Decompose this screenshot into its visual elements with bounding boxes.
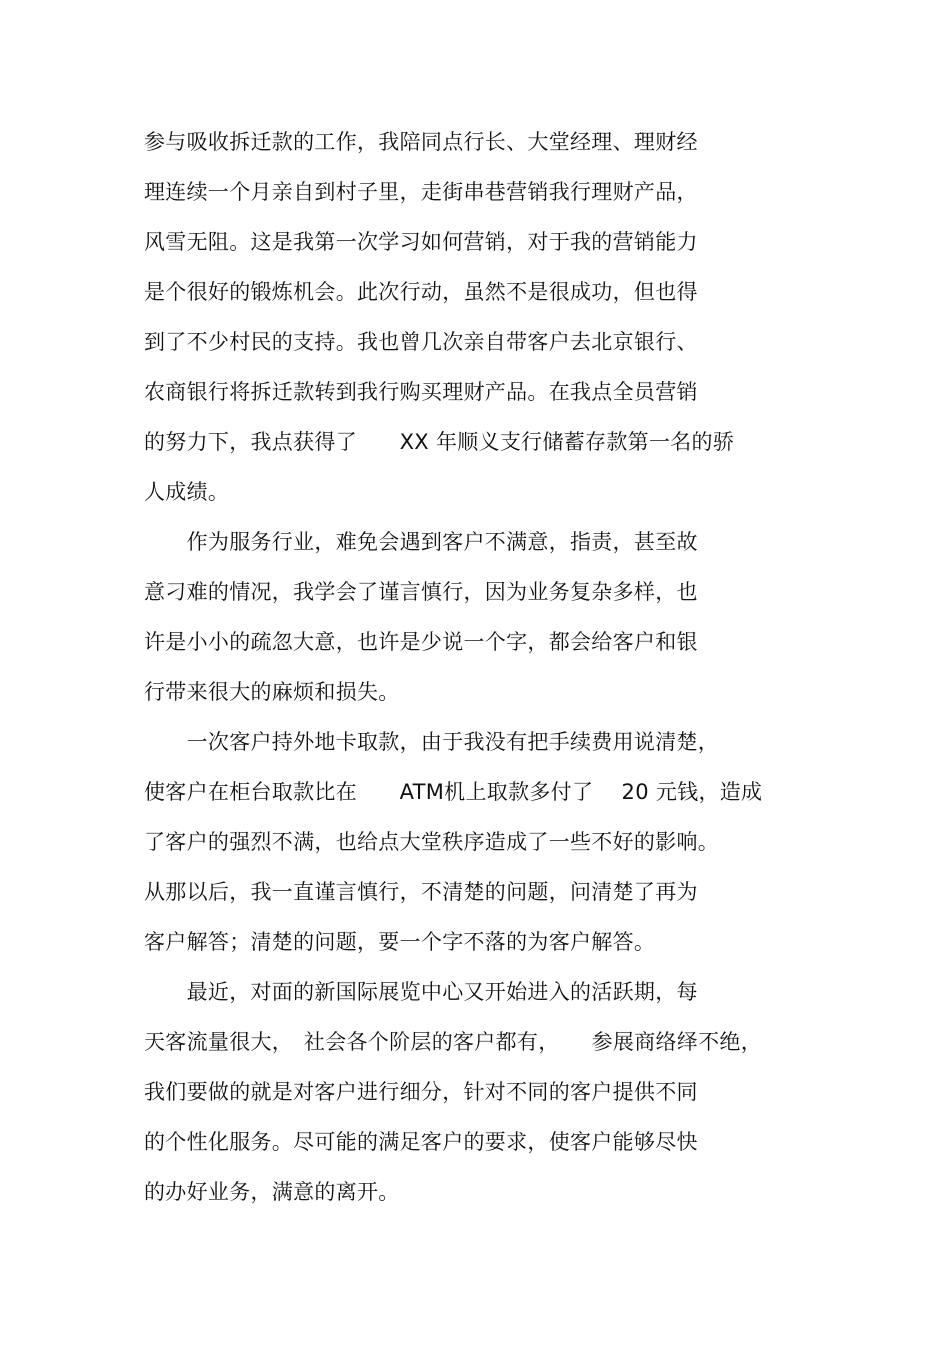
text-line: 意刁难的情况，我学会了谨言慎行，因为业务复杂多样，也 bbox=[144, 580, 698, 604]
text-line: 行带来很大的麻烦和损失。 bbox=[144, 680, 400, 704]
text-line: 的努力下，我点获得了 XX 年顺义支行储蓄存款第一名的骄 bbox=[144, 430, 735, 454]
text-line: 了客户的强烈不满，也给点大堂秩序造成了一些不好的影响。 bbox=[144, 830, 720, 854]
text-line: 参与吸收拆迁款的工作，我陪同点行长、大堂经理、理财经 bbox=[144, 130, 698, 154]
text-line: 的办好业务，满意的离开。 bbox=[144, 1180, 400, 1204]
text-line: 天客流量很大， 社会各个阶层的客户都有， 参展商络绎不绝， bbox=[144, 1030, 762, 1054]
text-line: 农商银行将拆迁款转到我行购买理财产品。在我点全员营销 bbox=[144, 380, 698, 404]
text-line: 作为服务行业，难免会遇到客户不满意，指责，甚至故 bbox=[144, 530, 698, 554]
text-line: 我们要做的就是对客户进行细分，针对不同的客户提供不同 bbox=[144, 1080, 698, 1104]
text-line: 许是小小的疏忽大意，也许是少说一个字，都会给客户和银 bbox=[144, 630, 698, 654]
text-line: 最近，对面的新国际展览中心又开始进入的活跃期，每 bbox=[144, 980, 698, 1004]
text-line: 理连续一个月亲自到村子里，走街串巷营销我行理财产品， bbox=[144, 180, 698, 204]
text-line: 使客户在柜台取款比在 ATM机上取款多付了 20 元钱，造成 bbox=[144, 780, 763, 804]
text-line: 人成绩。 bbox=[144, 480, 230, 504]
text-line: 的个性化服务。尽可能的满足客户的要求，使客户能够尽快 bbox=[144, 1130, 698, 1154]
text-line: 一次客户持外地卡取款，由于我没有把手续费用说清楚， bbox=[144, 730, 720, 754]
text-line: 从那以后，我一直谨言慎行，不清楚的问题，问清楚了再为 bbox=[144, 880, 698, 904]
text-line: 到了不少村民的支持。我也曾几次亲自带客户去北京银行、 bbox=[144, 330, 698, 354]
text-line: 风雪无阻。这是我第一次学习如何营销，对于我的营销能力 bbox=[144, 230, 698, 254]
text-line: 客户解答；清楚的问题，要一个字不落的为客户解答。 bbox=[144, 930, 656, 954]
text-line: 是个很好的锻炼机会。此次行动，虽然不是很成功，但也得 bbox=[144, 280, 698, 304]
